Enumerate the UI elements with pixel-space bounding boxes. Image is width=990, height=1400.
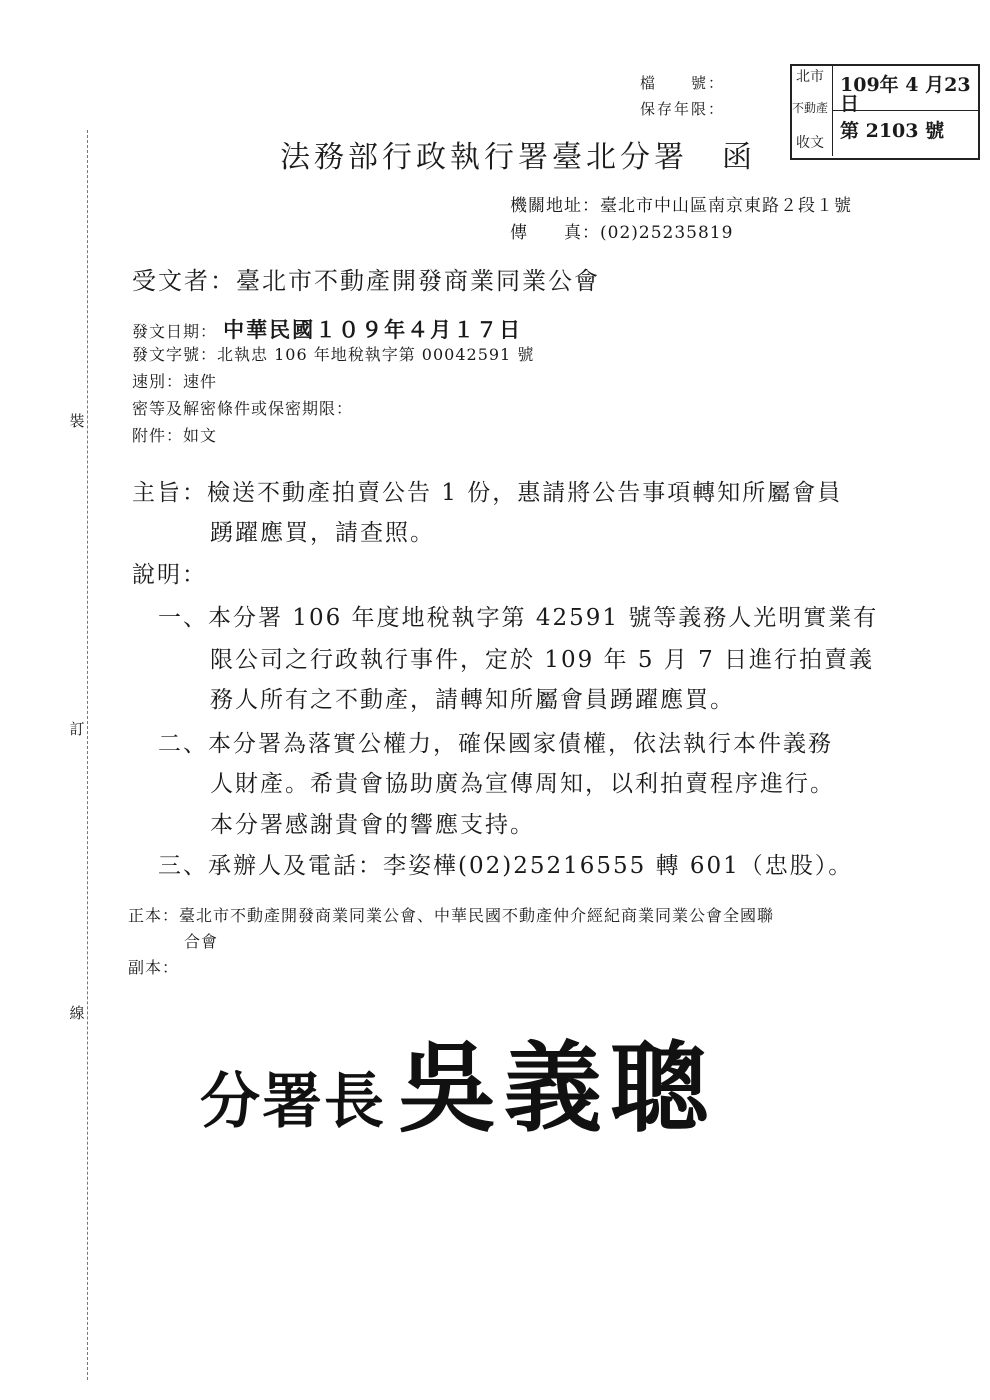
receipt-stamp (790, 64, 980, 160)
binding-mark-xian: 線 (67, 998, 87, 1027)
copy-recipients: 副本： (128, 958, 180, 977)
secrecy-level: 密等及解密條件或保密期限： (132, 399, 354, 418)
explanation-item-1-line-3: 務人所有之不動產，請轉知所屬會員踴躍應買。 (210, 687, 735, 713)
signatory-title: 分署長 (200, 1067, 386, 1137)
stamp-date: 109年 4 月23日 (840, 74, 971, 115)
explanation-item-2-line-3: 本分署感謝貴會的響應支持。 (210, 812, 535, 838)
agency-fax: 傳 真：(02)25235819 (510, 223, 734, 243)
binding-mark-ding: 訂 (67, 714, 87, 743)
binding-mark-zhuang: 裝 (67, 406, 87, 435)
attachment: 附件：如文 (132, 426, 218, 445)
reference-number: 發文字號：北執忠 106 年地稅執字第 00042591 號 (132, 345, 535, 364)
issue-date-label: 發文日期： (132, 322, 218, 341)
original-recipients-line-1: 正本：臺北市不動產開發商業同業公會、中華民國不動產仲介經紀商業同業公會全國聯 (128, 906, 775, 925)
stamp-number: 第 2103 號 (840, 120, 945, 142)
explanation-heading: 說明： (132, 562, 207, 588)
explanation-item-1-line-1: 一、本分署 106 年度地稅執字第 42591 號等義務人光明實業有 (158, 605, 879, 631)
stamp-city: 北市 (796, 69, 824, 85)
stamp-recv: 收文 (796, 135, 824, 151)
explanation-item-1-line-2: 限公司之行政執行事件，定於 109 年 5 月 7 日進行拍賣義 (210, 647, 875, 673)
signature-block (200, 1010, 716, 1151)
signatory-name: 吳義聰 (398, 1031, 717, 1146)
recipient: 受文者：臺北市不動產開發商業同業公會 (132, 267, 600, 295)
agency-address: 機關地址：臺北市中山區南京東路２段１號 (510, 196, 852, 216)
urgency: 速別：速件 (132, 372, 218, 391)
document-kind: 函 (722, 140, 756, 175)
document-title (280, 132, 756, 176)
stamp-dept: 不動產 (792, 101, 829, 115)
issue-date (132, 314, 522, 344)
issue-date-value: 中華民國１０９年４月１７日 (223, 319, 523, 342)
explanation-item-2-line-1: 二、本分署為落實公權力，確保國家債權，依法執行本件義務 (158, 731, 833, 757)
retention-period-label: 保存年限： (639, 100, 725, 118)
original-recipients-line-2: 合會 (184, 932, 219, 951)
subject-line-1: 主旨：檢送不動產拍賣公告 1 份，惠請將公告事項轉知所屬會員 (132, 480, 843, 506)
subject-line-2: 踴躍應買，請查照。 (210, 520, 435, 546)
binding-line (87, 130, 88, 1380)
explanation-item-2-line-2: 人財產。希貴會協助廣為宣傳周知，以利拍賣程序進行。 (210, 771, 835, 797)
explanation-item-3: 三、承辦人及電話：李姿樺(02)25216555 轉 601（忠股）。 (158, 853, 854, 879)
agency-name: 法務部行政執行署臺北分署 (280, 140, 688, 175)
file-number-label: 檔 號： (639, 74, 725, 92)
